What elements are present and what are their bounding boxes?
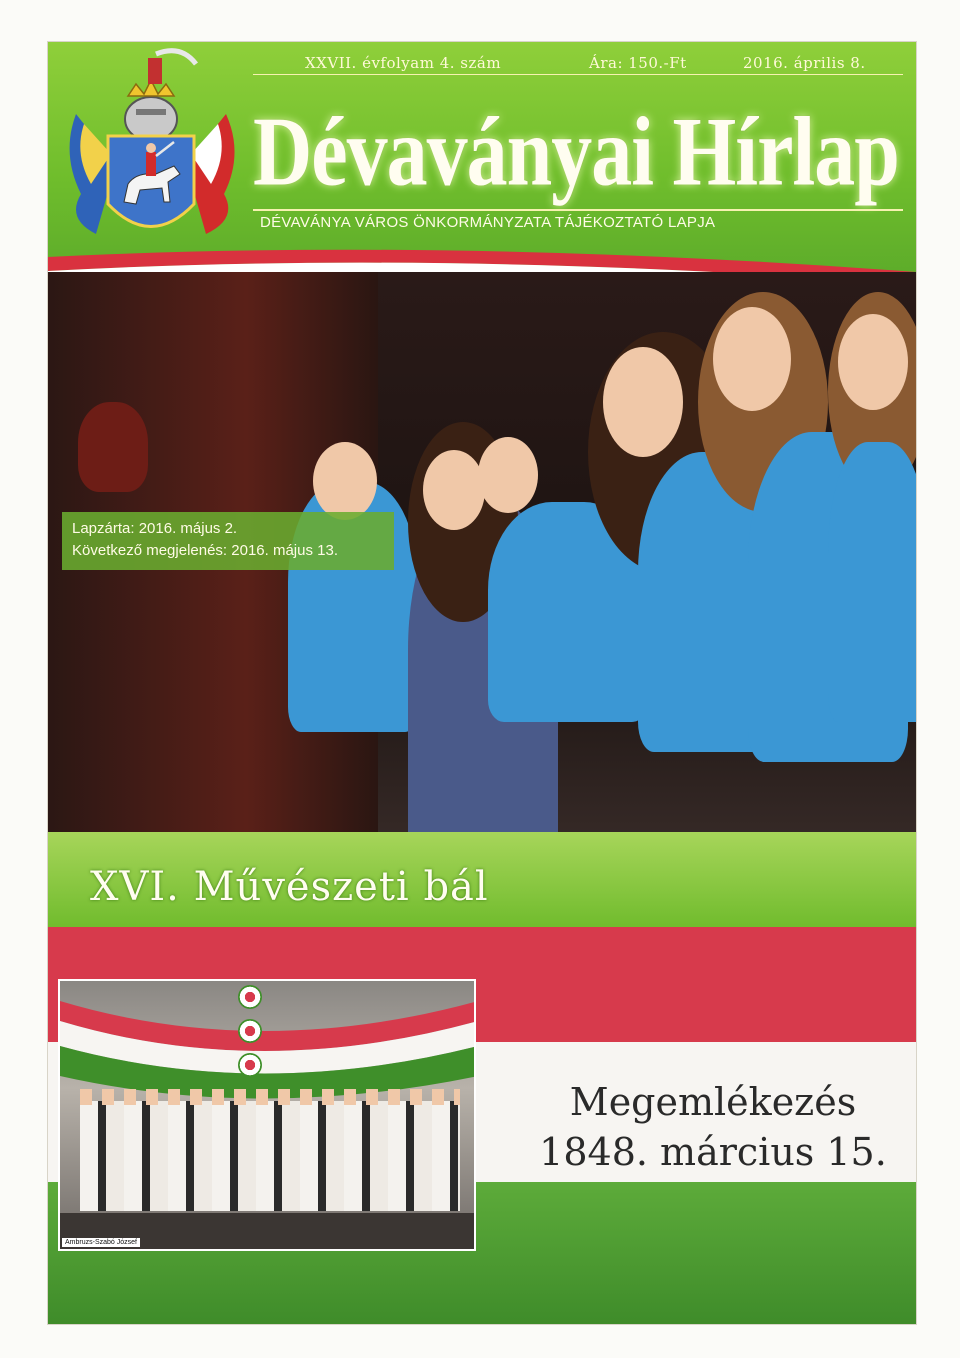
memorial-line-2: 1848. március 15. [539, 1130, 887, 1174]
hero-photo [48, 272, 916, 872]
newspaper-cover [48, 42, 916, 1324]
students-faces [80, 1089, 460, 1105]
performer-face [423, 450, 485, 530]
performer-face [313, 442, 377, 520]
issue-date: 2016. április 8. [743, 54, 866, 72]
photo-credit: Ambruzs-Szabó József [62, 1238, 140, 1247]
students-row [80, 1101, 460, 1211]
issue-price: Ára: 150.-Ft [589, 54, 687, 72]
volume-number: XXVII. évfolyam 4. szám [305, 54, 502, 72]
memorial-line-1: Megemlékezés [569, 1080, 857, 1124]
memorial-heading [518, 1077, 908, 1177]
deadline-text: Lapzárta: 2016. május 2. [72, 520, 238, 537]
arts-ball-heading: XVI. Művészeti bál [90, 864, 489, 910]
group-photo [58, 979, 476, 1251]
coat-of-arms-icon [56, 44, 246, 249]
performer-face [838, 314, 908, 410]
issue-line [253, 50, 903, 75]
devil-mask [78, 402, 148, 492]
performer-face [478, 437, 538, 513]
newspaper-subtitle: DÉVAVÁNYA VÁROS ÖNKORMÁNYZATA TÁJÉKOZTATÓ LAPJA [260, 214, 716, 231]
newspaper-title: Dévaványai Hírlap [253, 96, 899, 206]
masthead [48, 42, 916, 292]
performer-face [713, 307, 791, 411]
publication-info-box [62, 512, 394, 570]
performer-face [603, 347, 683, 457]
title-rule [253, 209, 903, 211]
next-issue-text: Következő megjelenés: 2016. május 13. [72, 542, 338, 559]
performer [828, 442, 916, 722]
